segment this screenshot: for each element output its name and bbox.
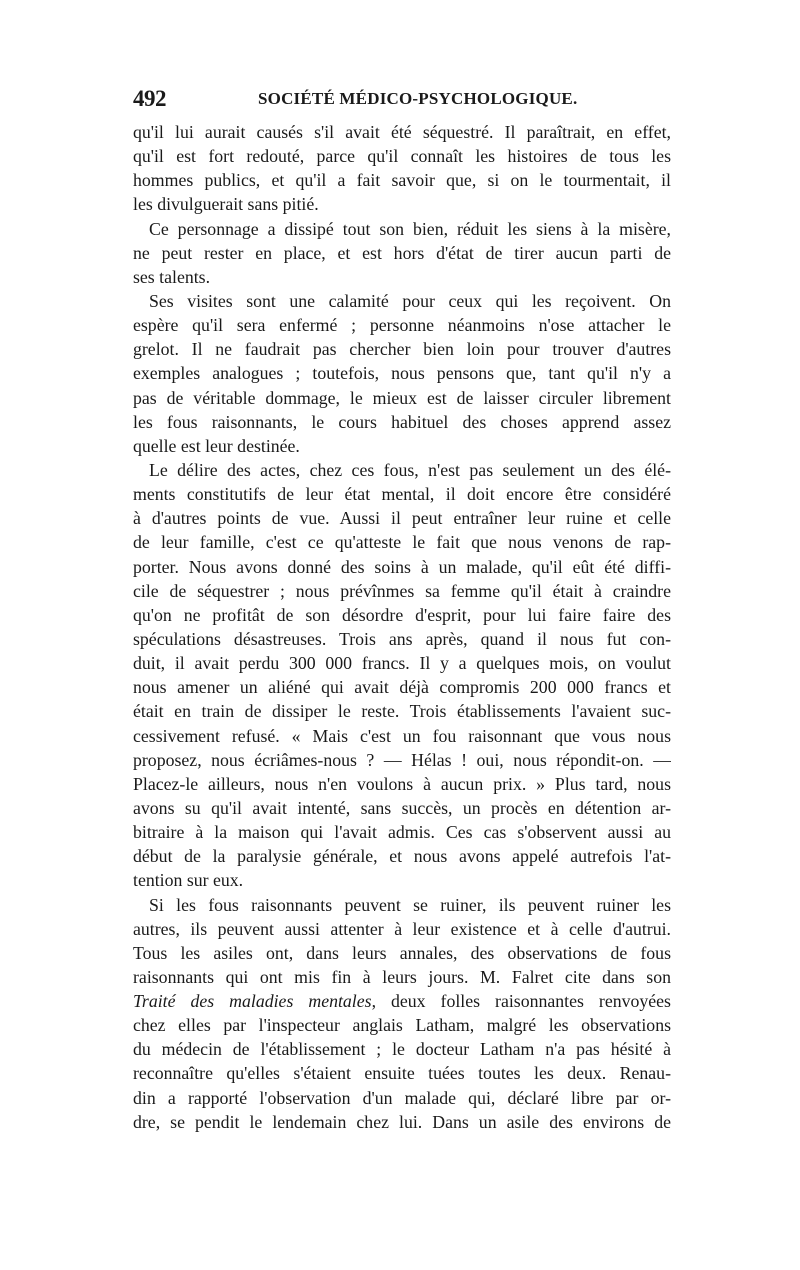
text-line: Placez-le ailleurs, nous n'en voulons à aucun prix. » Plus tard, nous	[133, 773, 671, 794]
text-line: bitraire à la maison qui l'avait admis. Ces cas s'observent aussi au	[133, 822, 671, 843]
text-line: qu'il est fort redouté, parce qu'il connaît les histoires de tous les	[133, 146, 671, 167]
text-line: qu'on ne profitât de son désordre d'esprit, pour lui faire faire des	[133, 604, 671, 625]
paragraph-1	[133, 120, 671, 217]
text-line: Si les fous raisonnants peuvent se ruiner, ils peuvent ruiner les	[149, 894, 671, 915]
text-line: qu'il lui aurait causés s'il avait été séquestré. Il paraîtrait, en effet,	[133, 122, 671, 142]
text-line: reconnaître qu'elles s'étaient ensuite tuées toutes les deux. Renau-	[133, 1063, 671, 1084]
text-line: ments constitutifs de leur état mental, il doit encore être considéré	[133, 484, 671, 505]
text-line: Ses visites sont une calamité pour ceux qui les reçoivent. On	[149, 290, 671, 311]
text-line: hommes publics, et qu'il a fait savoir que, si on le tourmentait, il	[133, 170, 671, 191]
text-line: les divulguerait sans pitié.	[133, 194, 319, 215]
body-text	[133, 120, 671, 1134]
text-line: début de la paralysie générale, et nous avons appelé autrefois l'at-	[133, 846, 671, 867]
text-line: les fous raisonnants, le cours habituel des choses apprend assez	[133, 411, 671, 432]
text-line-with-italic-title: Traité des maladies mentales, deux folles raisonnantes renvoyées	[133, 991, 671, 1012]
text-line: tention sur eux.	[133, 870, 244, 891]
paragraph-2	[133, 217, 671, 289]
paragraph-5	[133, 893, 671, 1134]
text-line: ses talents.	[133, 266, 211, 287]
text-line: à d'autres points de vue. Aussi il peut entraîner leur ruine et celle	[133, 508, 671, 529]
text-line: espère qu'il sera enfermé ; personne néanmoins n'ose attacher le	[133, 315, 671, 336]
text-line: était en train de dissiper le reste. Trois établissements l'avaient suc-	[133, 701, 671, 722]
text-line: chez elles par l'inspecteur anglais Latham, malgré les observations	[133, 1015, 671, 1036]
text-line: du médecin de l'établissement ; le docteur Latham n'a pas hésité à	[133, 1039, 671, 1060]
text-line: spéculations désastreuses. Trois ans après, quand il nous fut con-	[133, 628, 671, 649]
paragraph-4	[133, 458, 671, 893]
text-line: cessivement refusé. « Mais c'est un fou raisonnant que vous nous	[133, 725, 671, 746]
running-title: SOCIÉTÉ MÉDICO-PSYCHOLOGIQUE.	[258, 89, 578, 108]
text-line: Le délire des actes, chez ces fous, n'est pas seulement un des élé-	[149, 459, 671, 480]
book-title: Traité des maladies mentales	[133, 991, 372, 1012]
text-line: Ce personnage a dissipé tout son bien, réduit les siens à la misère,	[149, 218, 671, 239]
page-number: 492	[133, 86, 166, 111]
text-line: de leur famille, c'est ce qu'atteste le fait que nous venons de rap-	[133, 532, 671, 553]
text-line: pas de véritable dommage, le mieux est de laisser circuler librement	[133, 387, 671, 408]
text-line: quelle est leur destinée.	[133, 435, 300, 456]
running-head	[133, 86, 673, 116]
text-line: Tous les asiles ont, dans leurs annales, des observations de fous	[133, 942, 671, 963]
text-line: duit, il avait perdu 300 000 francs. Il y a quelques mois, on voulut	[133, 653, 671, 674]
text-line: nous amener un aliéné qui avait déjà compromis 200 000 francs et	[133, 677, 671, 698]
text-line: dre, se pendit le lendemain chez lui. Dans un asile des environs de	[133, 1111, 671, 1132]
text-line: cile de séquestrer ; nous prévînmes sa femme qu'il était à craindre	[133, 580, 671, 601]
text-line: din a rapporté l'observation d'un malade qui, déclaré libre par or-	[133, 1087, 671, 1108]
text-line: proposez, nous écriâmes-nous ? — Hélas ! oui, nous répondit-on. —	[133, 749, 671, 770]
text-line: autres, ils peuvent aussi attenter à leur existence et à celle d'autrui.	[133, 918, 671, 939]
text-line: exemples analogues ; toutefois, nous pensons que, tant qu'il n'y a	[133, 363, 671, 384]
text-line: porter. Nous avons donné des soins à un malade, qu'il eût été diffi-	[133, 556, 671, 577]
text-line: ne peut rester en place, et est hors d'état de tirer aucun parti de	[133, 242, 671, 263]
text-line: avons su qu'il avait intenté, sans succès, un procès en détention ar-	[133, 797, 671, 818]
text-line: raisonnants qui ont mis fin à leurs jours. M. Falret cite dans son	[133, 966, 671, 987]
text-line: grelot. Il ne faudrait pas chercher bien loin pour trouver d'autres	[133, 339, 671, 360]
paragraph-3	[133, 289, 671, 458]
